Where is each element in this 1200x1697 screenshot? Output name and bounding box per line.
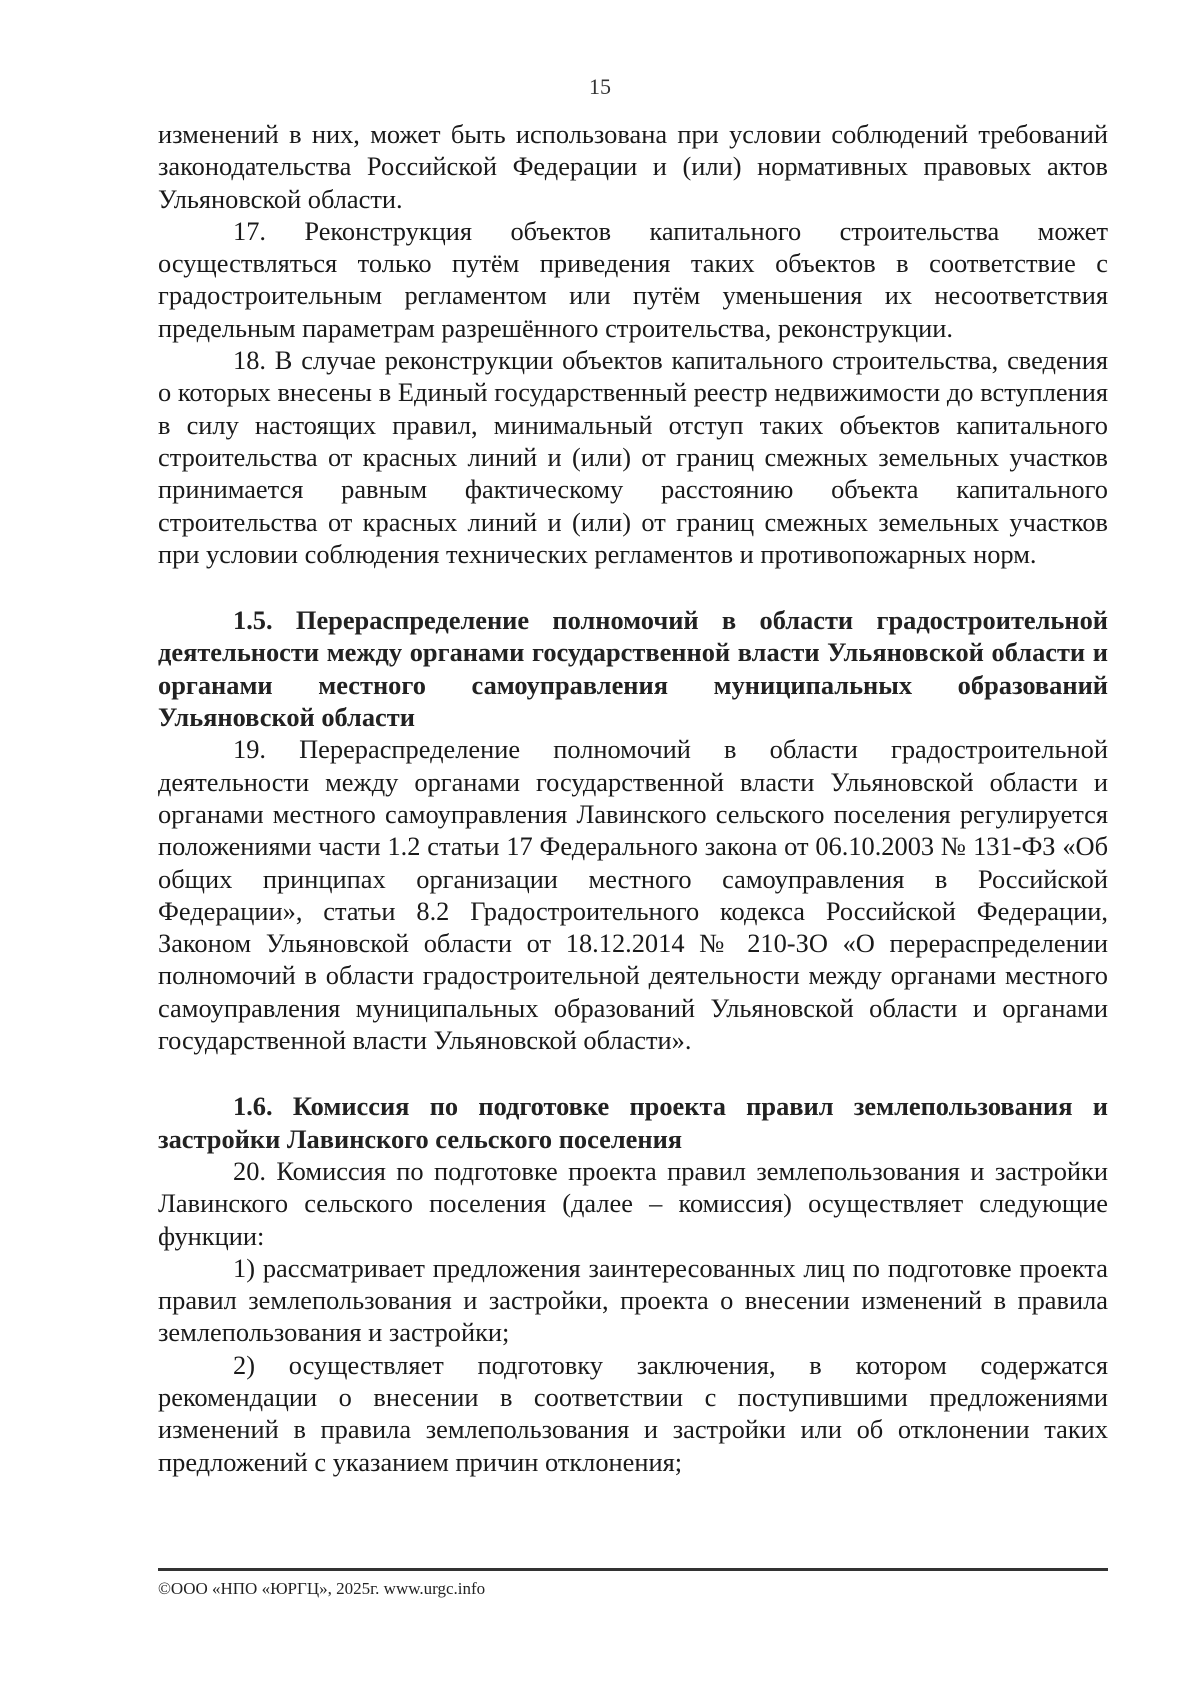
section-heading-1-5: 1.5. Перераспределение полномочий в области градостроительной деятельности между органами государственной власти Ульяновской области и органами местного самоуправления муниципальных образований Ульяновской области bbox=[158, 605, 1108, 733]
section-heading-1-6: 1.6. Комиссия по подготовке проекта правил землепользования и застройки Лавинского сельского поселения bbox=[158, 1091, 1108, 1154]
list-item-2: 2) осуществляет подготовку заключения, в котором содержатся рекомендации о внесении в соответствии с поступившими предложениями изменений в правила землепользования и застройки или об отклонении таких предложений с указанием причин отклонения; bbox=[158, 1349, 1108, 1477]
paragraph-19: 19. Перераспределение полномочий в области градостроительной деятельности между органами государственной власти Ульяновской области и органами местного самоуправления Лавинского сельского поселения регулируется положениями части 1.2 статьи 17 Федерального закона от 06.10.2003 № 131-ФЗ «Об общих принципах организации местного самоуправления в Российской Федерации», статьи 8.2 Градостроительного кодекса Российской Федерации, Законом Ульяновской области от 18.12.2014 № 210-ЗО «О перераспределении полномочий в области градостроительной деятельности между органами местного самоуправления муниципальных образований Ульяновской области и органами государственной власти Ульяновской области». bbox=[158, 734, 1108, 1056]
paragraph-18: 18. В случае реконструкции объектов капитального строительства, сведения о которых внесены в Единый государственный реестр недвижимости до вступления в силу настоящих правил, минимальный отступ таких объектов капитального строительства от красных линий и (или) от границ смежных земельных участков принимается равным фактическому расстоянию объекта капитального строительства от красных линий и (или) от границ смежных земельных участков при условии соблюдения технических регламентов и противопожарных норм. bbox=[158, 345, 1108, 569]
footer-copyright: ©ООО «НПО «ЮРГЦ», 2025г. www.urgc.info bbox=[158, 1579, 486, 1598]
paragraph-17: 17. Реконструкция объектов капитального строительства может осуществляться только путём приведения таких объектов в соответствие с градостроительным регламентом или путём уменьшения их несоответствия предельным параметрам разрешённого строительства, реконструкции. bbox=[158, 215, 1108, 343]
document-body bbox=[158, 118, 1108, 1478]
paragraph-20: 20. Комиссия по подготовке проекта правил землепользования и застройки Лавинского сельского поселения (далее – комиссия) осуществляет следующие функции: bbox=[158, 1155, 1108, 1251]
footer-divider bbox=[158, 1568, 1108, 1571]
page-number: 15 bbox=[589, 74, 611, 99]
list-item-1: 1) рассматривает предложения заинтересованных лиц по подготовке проекта правил землепользования и застройки, проекта о внесении изменений в правила землепользования и застройки; bbox=[158, 1252, 1108, 1348]
paragraph-continuation: изменений в них, может быть использована при условии соблюдений требований законодательства Российской Федерации и (или) нормативных правовых актов Ульяновской области. bbox=[158, 119, 1108, 214]
